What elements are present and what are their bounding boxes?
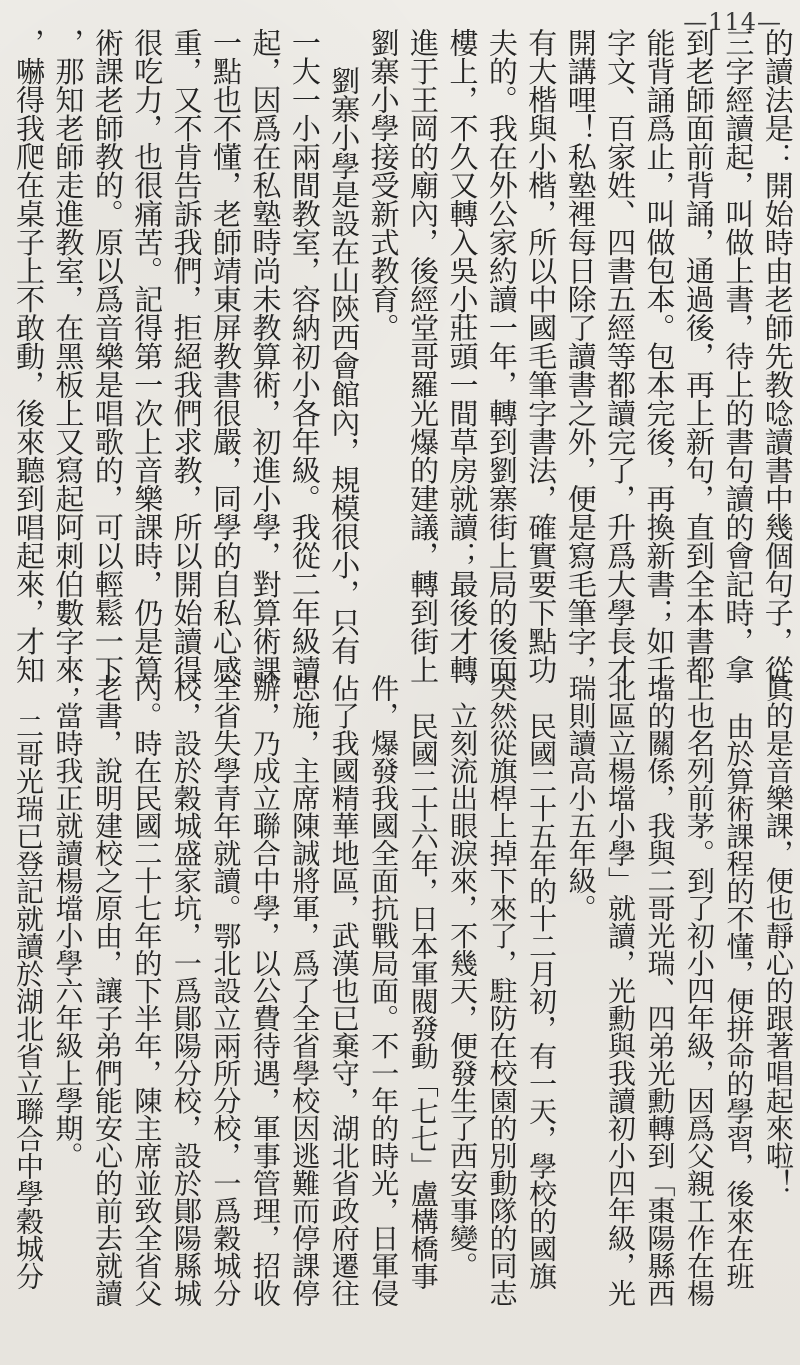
text-column: 老書，說明建校之原由，讓子弟們能安心的前去就讀 [90,674,124,1307]
text-column: 劉寨小學接受新式教育。 [366,28,401,342]
text-column: 壋的關係，我與二哥光瑞、四弟光勳轉到「棗陽縣西 [643,674,677,1307]
text-column: 件，爆發我國全面抗戰局面。不一年的時光，日軍侵 [367,674,401,1307]
text-column: 北區立楊壋小學」就讀，光勳與我讀初小四年級，光 [604,674,638,1307]
text-column: 字文、百家姓、四書五經等都讀完了，升爲大學長才 [603,28,638,684]
text-column: ；當時我正就讀楊壋小學六年級上學期。 [51,674,85,1169]
text-column: 民國二十六年，日本軍閥發動「七七」盧構橋事 [406,712,440,1290]
text-column: 劉寨小學是設在山陝西會館內，規模很小，只有 [327,66,362,665]
text-column: ，嚇得我爬在桌子上不敢動，後來聽到唱起來，才知 [12,28,46,684]
text-column: 一大一小兩間教室，容納初小各年級。我從二年級讀 [287,28,322,684]
text-column: 由於算術課程的不懂，便拼命的學習，後來在班 [722,712,756,1290]
top-text-block [12,28,795,684]
page-number: —114— [683,8,782,36]
text-column: 瑞則讀高小五年級。 [564,674,598,922]
text-column: 進于王岡的廟內，後經堂哥羅光爆的建議，轉到街上 [406,28,441,684]
text-column: 到老師面前背誦，通過後，再上新句，直到全本書都 [681,28,716,684]
text-column: 的讀法是：開始時由老師先教唸讀書中幾個句子，從 [760,28,795,684]
text-column: ，那知老師走進教室，在黑板上又寫起阿刺伯數字來 [51,28,86,684]
text-column: 眞的是音樂課，便也靜心的跟著唱起來啦！ [761,674,795,1197]
text-column: 全省失學青年就讀。鄂北設立兩所分校，一爲穀城分 [209,674,243,1307]
text-column: 二哥光瑞已登記就讀於湖北省立聯合中學穀城分 [12,712,45,1290]
text-column: 開講哩！私塾裡每日除了讀書之外，便是寫毛筆字， [563,28,598,684]
text-column: 一點也不懂，老師靖東屏教書很嚴，同學的自私心感 [209,28,244,684]
text-column: 起，因爲在私塾時尚未教算術，初進小學，對算術課 [248,28,283,684]
text-column: 樓上，不久又轉入吳小莊頭一間草房就讀；最後才轉 [445,28,480,684]
text-column: 突然從旗桿上掉下來了，駐防在校園的別動隊的同志 [485,674,519,1307]
text-column: ，立刻流出眼淚來，不幾天，便發生了西安事變。 [446,674,480,1279]
text-column: 很吃力，也很痛苦。記得第一次上音樂課時，仍是算 [130,28,165,684]
bottom-text-block [12,674,795,1360]
text-column: 能背誦爲止，叫做包本。包本完後，再換新書；如千 [642,28,677,684]
text-column: 有大楷與小楷，所以中國毛筆字書法，確實要下點功 [524,28,559,684]
text-column: 內。時在民國二十七年的下半年，陳主席並致全省父 [130,674,164,1307]
text-column: 夫的。我在外公家約讀一年，轉到劉寨街上局的後面 [484,28,519,684]
text-column: 三字經讀起，叫做上書，待上的書句讀的會記時，拿 [721,28,756,684]
text-column: 術課老師教的。原以爲音樂是唱歌的，可以輕鬆一下 [90,28,125,684]
text-column: 校，設於穀城盛家坑，一爲鄖陽分校，設於鄖陽縣城 [169,674,203,1307]
text-column: 辦，乃成立聯合中學，以公費待遇，軍事管理，招收 [248,674,282,1307]
text-column: 佔了我國精華地區，武漢也已棄守，湖北省政府遷往 [327,674,361,1307]
text-column: 重，又不肯告訴我們，拒絕我們求教，所以開始讀得 [169,28,204,684]
text-column: 思施，主席陳誠將軍，爲了全省學校因逃難而停課停 [288,674,322,1307]
text-column: 民國二十五年的十二月初，有一天，學校的國旗 [525,712,559,1290]
text-column: 上也名列前茅。到了初小四年級，因爲父親工作在楊 [682,674,716,1307]
